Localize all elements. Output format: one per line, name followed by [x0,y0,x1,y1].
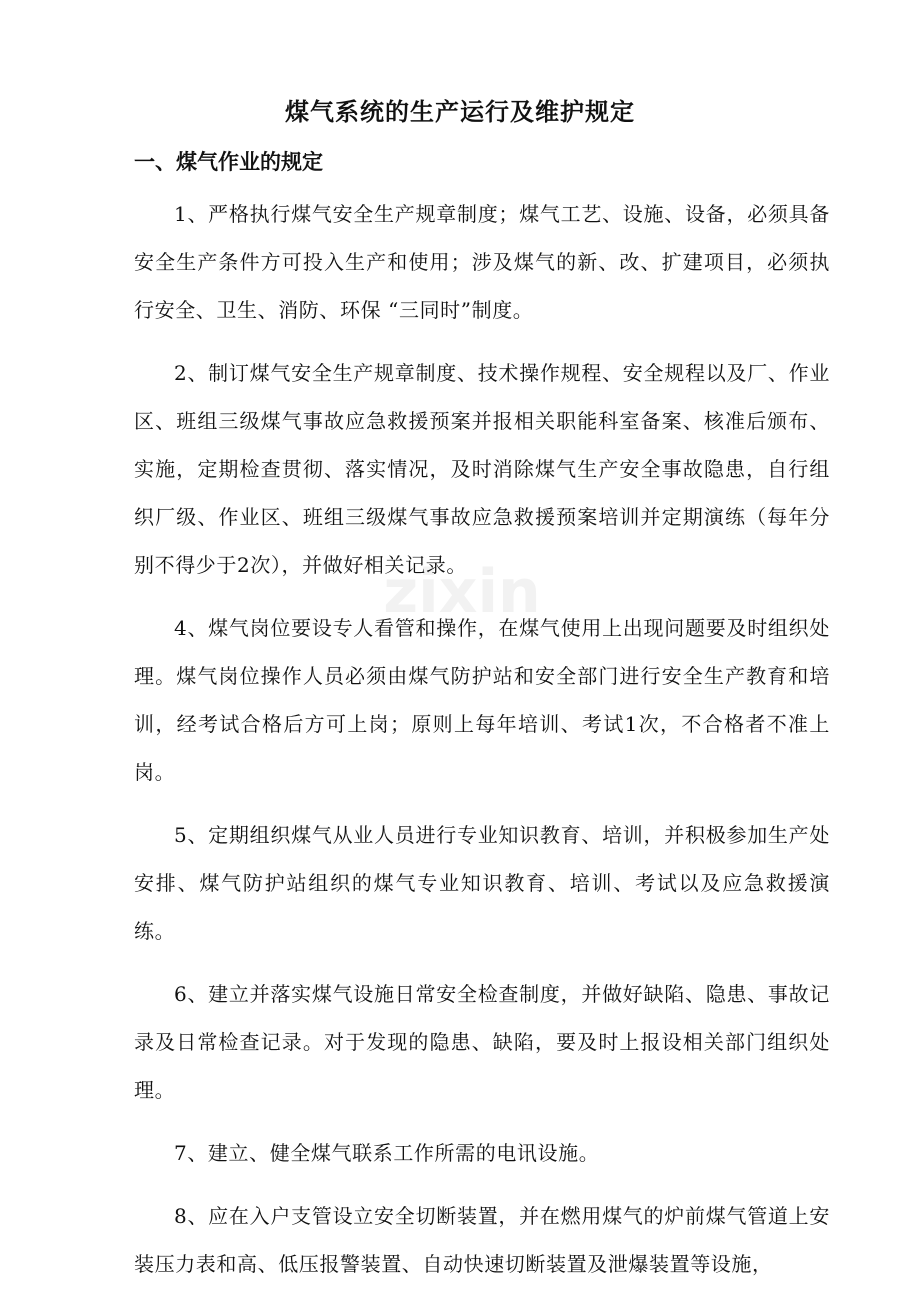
paragraph-item-4: 4、煤气岗位要设专人看管和操作，在煤气使用上出现问题要及时组织处理。煤气岗位操作人员必须由煤气防护站和安全部门进行安全生产教育和培训，经考试合格后方可上岗；原则上每年培训、考试1次，不合格者不准上岗。 [134,616,830,784]
watermark-logo: zixin [383,557,541,627]
paragraph-item-1: 1、严格执行煤气安全生产规章制度；煤气工艺、设施、设备，必须具备安全生产条件方可投入生产和使用；涉及煤气的新、改、扩建项目，必须执行安全、卫生、消防、环保 “三同时”制度。 [134,202,830,322]
document-body [134,190,830,1303]
section-heading: 一、煤气作业的规定 [134,150,323,174]
paragraph-item-7: 7、建立、健全煤气联系工作所需的电讯设施。 [174,1141,600,1165]
paragraph-item-2: 2、制订煤气安全生产规章制度、技术操作规程、安全规程以及厂、作业区、班组三级煤气事故应急救援预案并报相关职能科室备案、核准后颁布、实施，定期检查贯彻、落实情况，及时消除煤气生产安全事故隐患，自行组织厂级、作业区、班组三级煤气事故应急救援预案培训并定期演练（每年分别不得少于2次），并做好相关记录。 [134,361,830,577]
paragraph-item-8: 8、应在入户支管设立安全切断装置，并在燃用煤气的炉前煤气管道上安装压力表和高、低压报警装置、自动快速切断装置及泄爆装置等设施， [134,1204,830,1276]
paragraph-item-5: 5、定期组织煤气从业人员进行专业知识教育、培训，并积极参加生产处安排、煤气防护站组织的煤气专业知识教育、培训、考试以及应急救援演练。 [134,823,830,943]
paragraph-item-6: 6、建立并落实煤气设施日常安全检查制度，并做好缺陷、隐患、事故记录及日常检查记录。对于发现的隐患、缺陷，要及时上报设相关部门组织处理。 [134,982,830,1102]
document-title: 煤气系统的生产运行及维护规定 [285,98,635,126]
